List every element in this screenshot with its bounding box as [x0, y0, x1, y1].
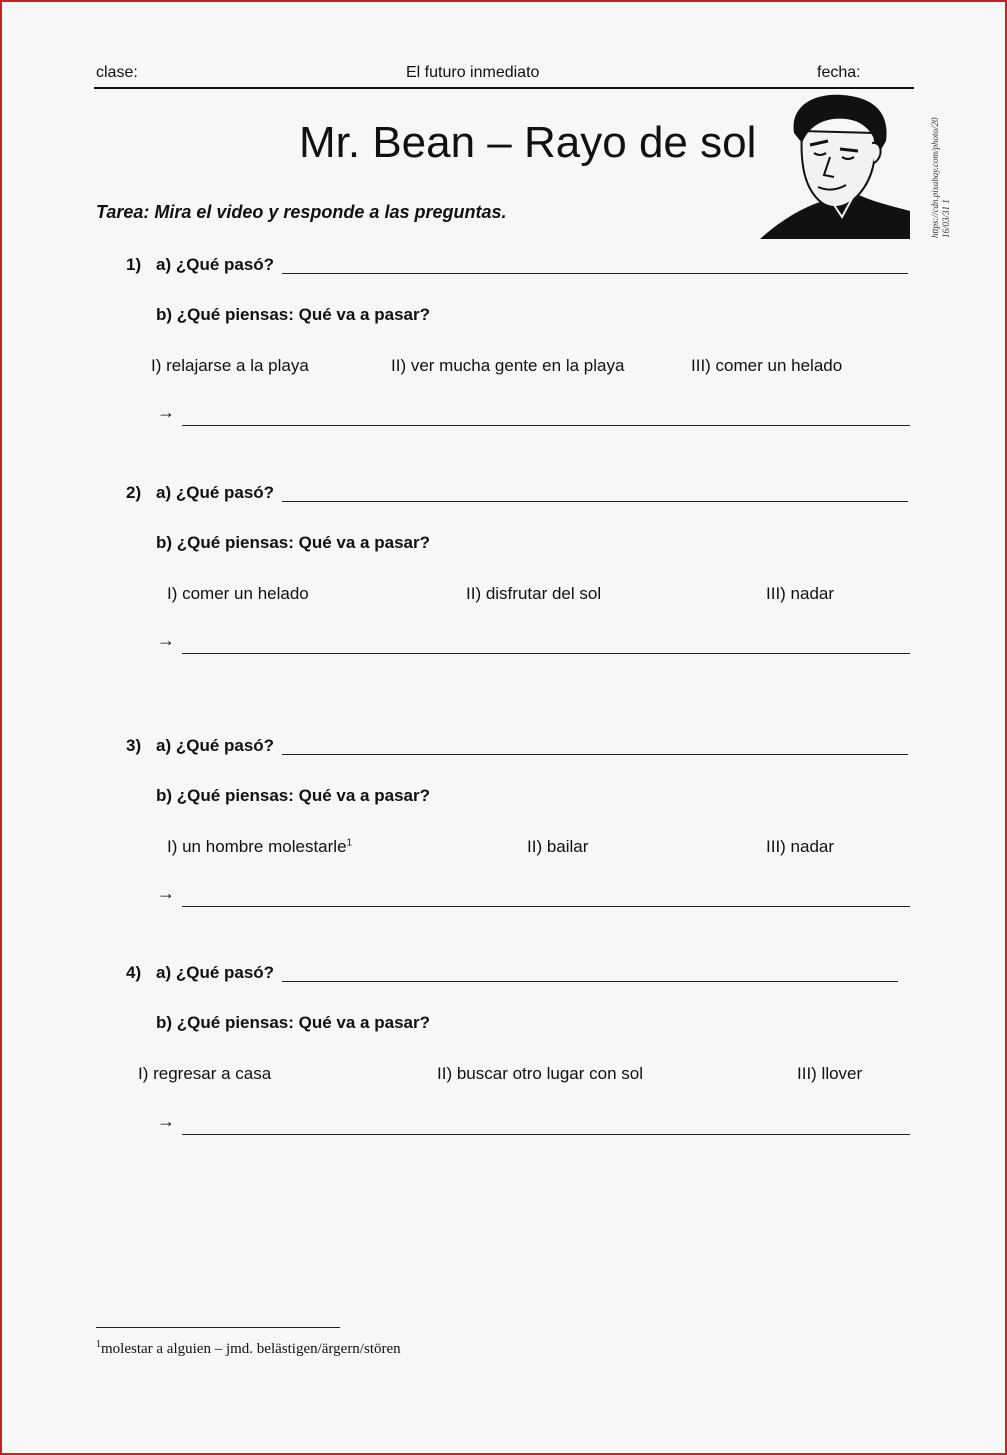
- topic-label: El futuro inmediato: [406, 64, 540, 81]
- question-3-number: 3): [126, 736, 142, 755]
- question-3-option-1: I) un hombre molestarle$^1$: [167, 837, 353, 856]
- question-1-part-b: b) ¿Qué piensas: Qué va a pasar?: [156, 305, 430, 324]
- question-2-option-2: II) disfrutar del sol: [466, 584, 602, 603]
- question-3-option-3: III) nadar: [766, 837, 835, 856]
- question-4-part-a: a) ¿Qué pasó?: [156, 963, 275, 982]
- class-label: clase:: [96, 64, 138, 81]
- question-3-part-b: b) ¿Qué piensas: Qué va a pasar?: [156, 786, 430, 805]
- question-4-answer-line-b[interactable]: [182, 1134, 910, 1135]
- header-divider: [94, 87, 914, 89]
- footnote: $^1$molestar a alguien – jmd. belästigen/ärgern/stören: [96, 1339, 401, 1357]
- question-2-answer-line-b[interactable]: [182, 653, 910, 654]
- task-instruction: Tarea: Mira el video y responde a las preguntas.: [96, 202, 507, 222]
- footnote-divider: [96, 1327, 340, 1328]
- question-1-number: 1): [126, 255, 142, 274]
- question-4-arrow-icon: →: [157, 1111, 175, 1131]
- page-title: Mr. Bean – Rayo de sol: [299, 118, 757, 167]
- question-3-answer-line-a[interactable]: [282, 754, 908, 755]
- mr-bean-portrait-image: [760, 93, 910, 239]
- question-1-part-a: a) ¿Qué pasó?: [156, 255, 275, 274]
- question-3-arrow-icon: →: [157, 883, 175, 903]
- question-2-part-a: a) ¿Qué pasó?: [156, 483, 275, 502]
- question-3-answer-line-b[interactable]: [182, 906, 910, 907]
- question-4-option-1: I) regresar a casa: [138, 1064, 272, 1083]
- question-2-answer-line-a[interactable]: [282, 501, 908, 502]
- question-4-number: 4): [126, 963, 142, 982]
- question-2-part-b: b) ¿Qué piensas: Qué va a pasar?: [156, 533, 430, 552]
- question-4-option-3: III) llover: [797, 1064, 863, 1083]
- question-3-option-2: II) bailar: [527, 837, 589, 856]
- question-1-answer-line-a[interactable]: [282, 273, 908, 274]
- question-3-part-a: a) ¿Qué pasó?: [156, 736, 275, 755]
- date-label: fecha:: [817, 64, 861, 81]
- question-4-option-2: II) buscar otro lugar con sol: [437, 1064, 643, 1083]
- question-1-option-1: I) relajarse a la playa: [151, 356, 309, 375]
- question-2-number: 2): [126, 483, 142, 502]
- question-1-option-2: II) ver mucha gente en la playa: [391, 356, 625, 375]
- question-1-answer-line-b[interactable]: [182, 425, 910, 426]
- image-credit: https://cdn.pixabay.com/photo/20 16/03/31 1: [930, 117, 951, 238]
- question-4-answer-line-a[interactable]: [282, 981, 898, 982]
- question-1-option-3: III) comer un helado: [691, 356, 843, 375]
- footnote-marker: 1: [346, 837, 353, 849]
- question-2-arrow-icon: →: [157, 630, 175, 650]
- question-2-option-1: I) comer un helado: [167, 584, 309, 603]
- question-1-arrow-icon: →: [157, 402, 175, 422]
- question-4-part-b: b) ¿Qué piensas: Qué va a pasar?: [156, 1013, 430, 1032]
- question-2-option-3: III) nadar: [766, 584, 835, 603]
